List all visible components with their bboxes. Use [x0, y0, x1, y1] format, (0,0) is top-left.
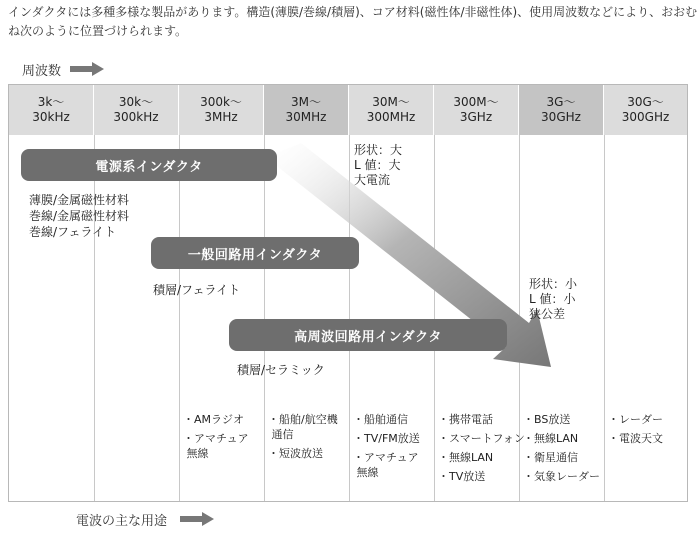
usage-item: ・BS放送 [523, 413, 571, 426]
shape-small-note: 形状：小 [529, 277, 578, 291]
usage-item: ・船舶/航空機 通信 [268, 413, 338, 441]
usage-item: ・無線LAN [438, 451, 494, 464]
l-value-large-note: L 値：大 [354, 158, 401, 172]
usage-item: ・TV放送 [438, 470, 486, 483]
material-label: 巻線/フェライト [29, 225, 117, 239]
l-value-small-note: L 値：小 [529, 292, 576, 306]
usage-item: ・レーダー [608, 413, 663, 426]
column-header-30g-300ghz: 30G〜 300GHz [604, 85, 687, 135]
uses-3g-30ghz [523, 412, 600, 488]
usage-item: ・アマチュア 無線 [353, 451, 419, 479]
shape-large-note: 形状：大 [354, 143, 403, 157]
usage-item: ・衛星通信 [523, 451, 578, 464]
material-label: 積層/セラミック [237, 363, 325, 377]
uses-3m-30mhz [268, 412, 338, 465]
intro-text: インダクタには多種多様な製品があります。構造(薄膜/巻線/積層)、コア材料(磁性体/非磁性体)、使用周波数などにより、おおむね次のように位置づけられます。 [8, 5, 698, 38]
usage-item: ・携帯電話 [438, 413, 493, 426]
uses-30m-300mhz [353, 412, 420, 484]
material-label: 巻線/金属磁性材料 [29, 209, 130, 223]
usage-item: ・TV/FM放送 [353, 432, 420, 445]
power-inductor-pill: 電源系インダクタ [21, 149, 277, 181]
usage-item: ・アマチュア 無線 [183, 432, 249, 460]
usage-item: ・船舶通信 [353, 413, 408, 426]
usage-item: ・気象レーダー [523, 470, 600, 483]
uses-300m-3ghz [438, 412, 525, 488]
usage-item: ・短波放送 [268, 447, 323, 460]
column-header-300m-3ghz: 300M〜 3GHz [434, 85, 519, 135]
material-label: 積層/フェライト [153, 283, 241, 297]
right-arrow-icon [70, 62, 106, 76]
hf-inductor-pill: 高周波回路用インダクタ [229, 319, 507, 351]
material-label: 薄膜/金属磁性材料 [29, 193, 130, 207]
tight-tolerance-note: 狭公差 [529, 307, 566, 321]
high-current-note: 大電流 [354, 173, 391, 187]
uses-30g-300ghz [608, 412, 663, 450]
column-header-30m-300mhz: 30M〜 300MHz [349, 85, 434, 135]
right-arrow-icon [180, 512, 216, 526]
usage-item: ・スマートフォン [438, 432, 525, 445]
inductor-frequency-chart [8, 84, 688, 502]
column-header-300k-3mhz: 300k〜 3MHz [179, 85, 264, 135]
uses-300k-3mhz [183, 412, 249, 465]
usage-item: ・電波天文 [608, 432, 663, 445]
general-inductor-pill: 一般回路用インダクタ [151, 237, 359, 269]
column-header-3k-30khz: 3k〜 30kHz [9, 85, 94, 135]
usage-item: ・AMラジオ [183, 413, 245, 426]
column-header-3m-30mhz: 3M〜 30MHz [264, 85, 349, 135]
frequency-axis-label: 周波数 [22, 64, 62, 79]
column-header-30k-300khz: 30k〜 300kHz [94, 85, 179, 135]
usage-item: ・無線LAN [523, 432, 579, 445]
column-header-3g-30ghz: 3G〜 30GHz [519, 85, 604, 135]
usage-axis-label: 電波の主な用途 [76, 514, 168, 529]
